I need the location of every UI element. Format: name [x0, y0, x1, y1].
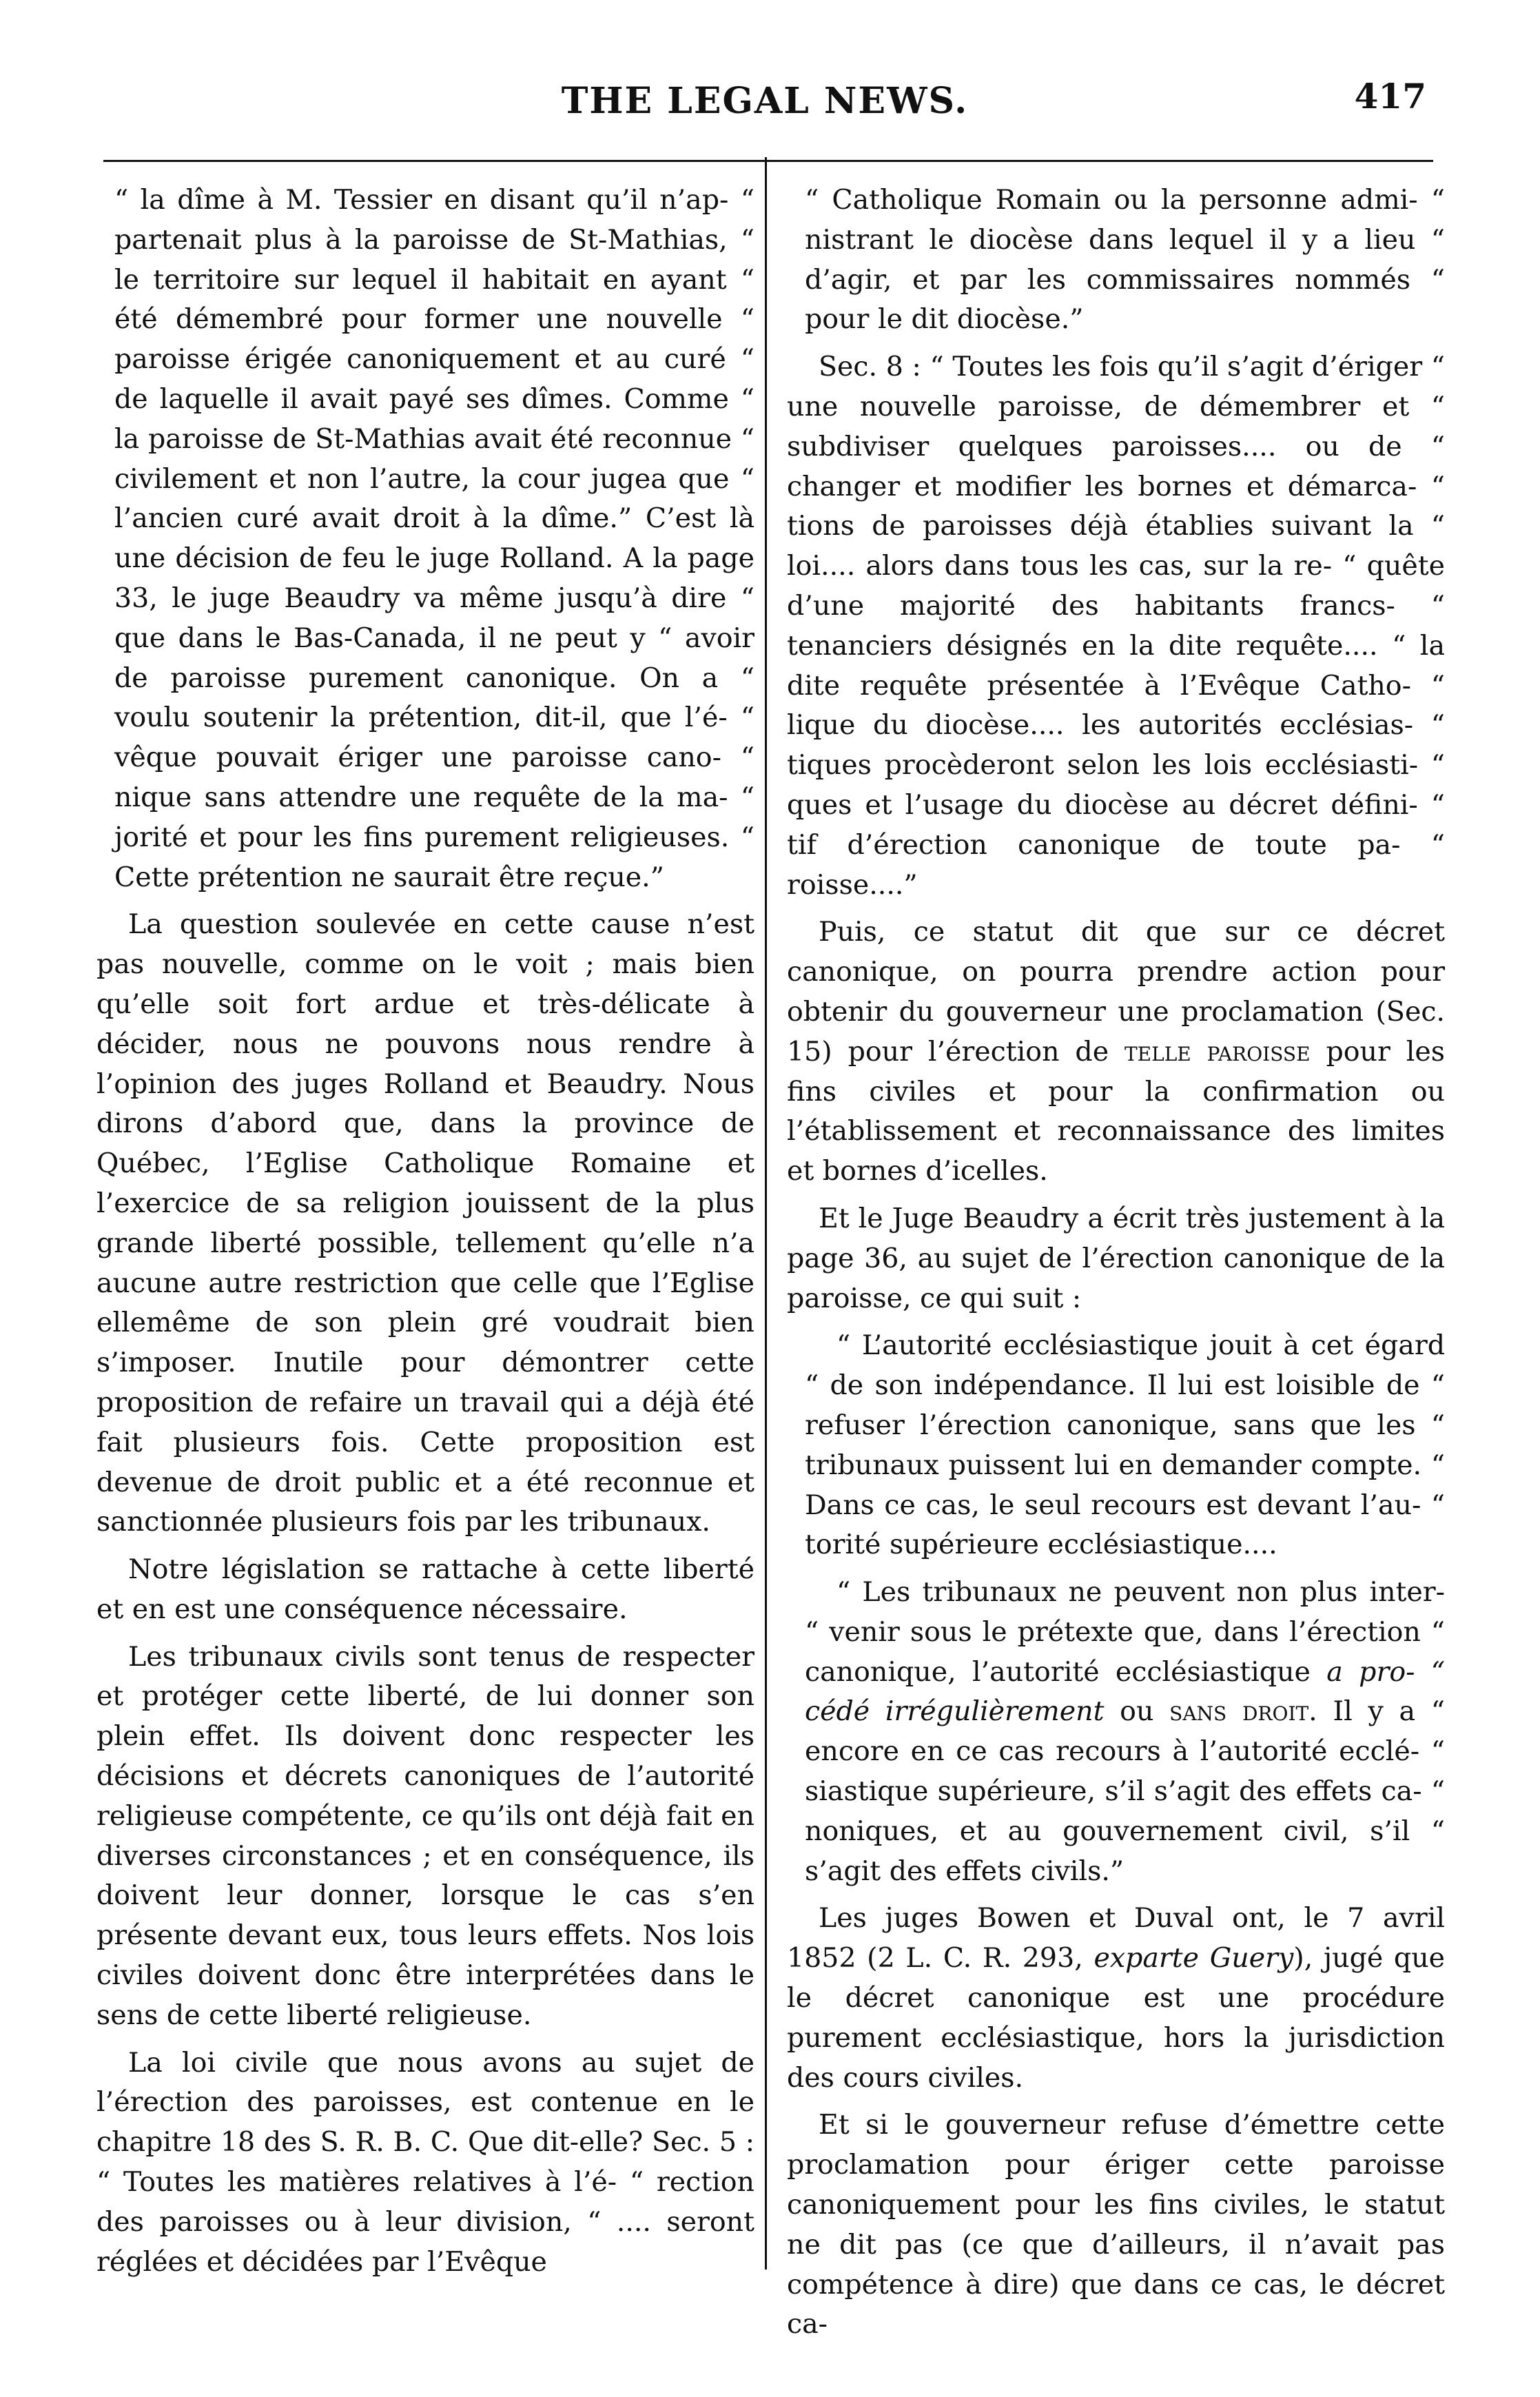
text-run: Il y a “ encore en ce cas recours à l’autorité ecclé- “ siastique supérieure, s’il s’agit des effets ca- “ noniques, et au gouvernement civil, s’il “ s’agit des effets civils.”	[805, 1695, 1445, 1887]
small-caps-term: sans droit.	[1169, 1695, 1317, 1728]
paragraph-question: La question soulevée en cette cause n’est pas nouvelle, comme on le voit ; mais bien qu’elle soit fort ardue et très-délicate à décider, nous ne pouvons nous rendre à l’opinion des juges Rolland et Beaudry. Nous dirons d’abord que, dans la province de Québec, l’Eglise Catholique Romaine et l’exercice de sa religion jouissent de la plus grande liberté possible, tellement qu’elle n’a aucune autre restriction que celle que l’Eglise ellemême de son plein gré voudrait bien s’imposer. Inutile pour démontrer cette proposition de refaire un travail qui a déjà été fait plusieurs fois. Cette proposition est devenue de droit public et a été reconnue et sanctionnée plusieurs fois par les tribunaux.	[96, 908, 754, 1538]
paragraph-tribunaux: Les tribunaux civils sont tenus de respecter et protéger cette liberté, de lui donner son plein effet. Ils doivent donc respecter les décisions et décrets canoniques de l’autorité religieuse compétente, ce qu’ils ont déjà fait en diverses circonstances ; et en conséquence, ils doivent leur donner, lorsque le cas s’en présente devant eux, tous leurs effets. Nos lois civiles doivent donc être interprétées dans le sens de cette liberté religieuse.	[96, 1640, 754, 2031]
italic-case-name: exparte Guery	[1094, 1942, 1294, 1975]
text-run: ou	[1120, 1695, 1154, 1728]
left-column	[96, 181, 754, 2282]
paragraph-sec-8: Sec. 8 : “ Toutes les fois qu’il s’agit d’ériger “ une nouvelle paroisse, de démembrer et “ subdiviser quelques paroisses.... ou de “ changer et modifier les bornes et démarca- “ tions de paroisses déjà établies suivant la “ loi.... alors dans tous les cas, sur la re- “ quête d’une majorité des habitants francs- “ tenanciers désignés en la dite requête.... “ la dite requête présentée à l’Evêque Catho- “ lique du diocèse.... les autorités ecclésias- “ tiques procèderont selon les lois ecclésiasti- “ ques et l’usage du diocèse au décret défini- “ tif d’érection canonique de toute pa- “ roisse....”	[787, 351, 1445, 901]
header-rule	[103, 160, 1433, 162]
text-run: “ Les tribunaux ne peuvent non plus inter- “ venir sous le prétexte que, dans l’érection “ canonique, l’autorité ecclésiastique	[805, 1576, 1445, 1688]
text-run: Les juges Bowen et Duval ont, le 7 avril 1852 (2 L. C. R. 293,	[787, 1902, 1445, 1975]
page-header	[103, 76, 1426, 131]
paragraph-loi-civile: La loi civile que nous avons au sujet de l’érection des paroisses, est contenue en le chapitre 18 des S. R. B. C. Que dit-elle? Sec. 5 : “ Toutes les matières relatives à l’é- “ rection des paroisses ou à leur division, “ .... seront réglées et décidées par l’Evêque	[96, 2046, 754, 2278]
text-run: ), jugé que le décret canonique est une procédure purement ecclésiastique, hors la jurisdiction des cours civiles.	[787, 1942, 1446, 2094]
column-divider	[765, 157, 767, 2270]
paragraph-gouverneur: Et si le gouverneur refuse d’émettre cette proclamation pour ériger cette paroisse canoniquement pour les fins civiles, le statut ne dit pas (ce que d’ailleurs, il n’avait pas compétence à dire) que dans ce cas, le décret ca-	[787, 2109, 1445, 2340]
paragraph-quote-tribunaux	[787, 1573, 1445, 1891]
paragraph-quote-autorite: “ L’autorité ecclésiastique jouit à cet égard “ de son indépendance. Il lui est loisible de “ refuser l’érection canonique, sans que les “ tribunaux puissent lui en demander compte. “ Dans ce cas, le seul recours est devant l’au- “ torité supérieure ecclésiastique....	[805, 1329, 1445, 1561]
paragraph-bowen-duval	[787, 1899, 1445, 2098]
paragraph-quote-rolland: “ la dîme à M. Tessier en disant qu’il n’ap- “ partenait plus à la paroisse de St-Mathias, “ le territoire sur lequel il habitait en ayant “ été démembré pour former une nouvelle “ paroisse érigée canoniquement et au curé “ de laquelle il avait payé ses dîmes. Comme “ la paroisse de St-Mathias avait été reconnue “ civilement et non l’autre, la cour jugea que “ l’ancien curé avait droit à la dîme.” C’est là une décision de feu le juge Rolland. A la page 33, le juge Beaudry va même jusqu’à dire “ que dans le Bas-Canada, il ne peut y “ avoir de paroisse purement canonique. On a “ voulu soutenir la prétention, dit-il, que l’é- “ vêque pouvait ériger une paroisse cano- “ nique sans attendre une requête de la ma- “ jorité et pour les fins purement religieuses. “ Cette prétention ne saurait être reçue.”	[114, 184, 754, 893]
running-title: THE LEGAL NEWS.	[561, 80, 969, 122]
italic-term: a pro- “ cédé irrégulièrement	[805, 1655, 1445, 1728]
paragraph-statut	[787, 912, 1445, 1192]
small-caps-term: telle paroisse	[1125, 1035, 1311, 1068]
paragraph-quote-continued: “ Catholique Romain ou la personne admi- “ nistrant le diocèse dans lequel il y a lieu “ d’agir, et par les commissaires nommés “ pour le dit diocèse.”	[805, 184, 1445, 336]
paragraph-legislation: Notre législation se rattache à cette liberté et en est une conséquence nécessaire.	[96, 1553, 754, 1625]
text-run: Puis, ce statut dit que sur ce décret canonique, on pourra prendre action pour obtenir du gouverneur une proclamation (Sec. 15) pour l’érection de	[787, 916, 1445, 1068]
right-column	[787, 181, 1445, 2345]
text-run: pour les fins civiles et pour la confirmation ou l’établissement et reconnaissance des limites et bornes d’icelles.	[787, 1035, 1446, 1187]
page-number: 417	[1354, 76, 1426, 116]
paragraph-beaudry: Et le Juge Beaudry a écrit très justement à la page 36, au sujet de l’érection canonique de la paroisse, ce qui suit :	[787, 1202, 1445, 1314]
